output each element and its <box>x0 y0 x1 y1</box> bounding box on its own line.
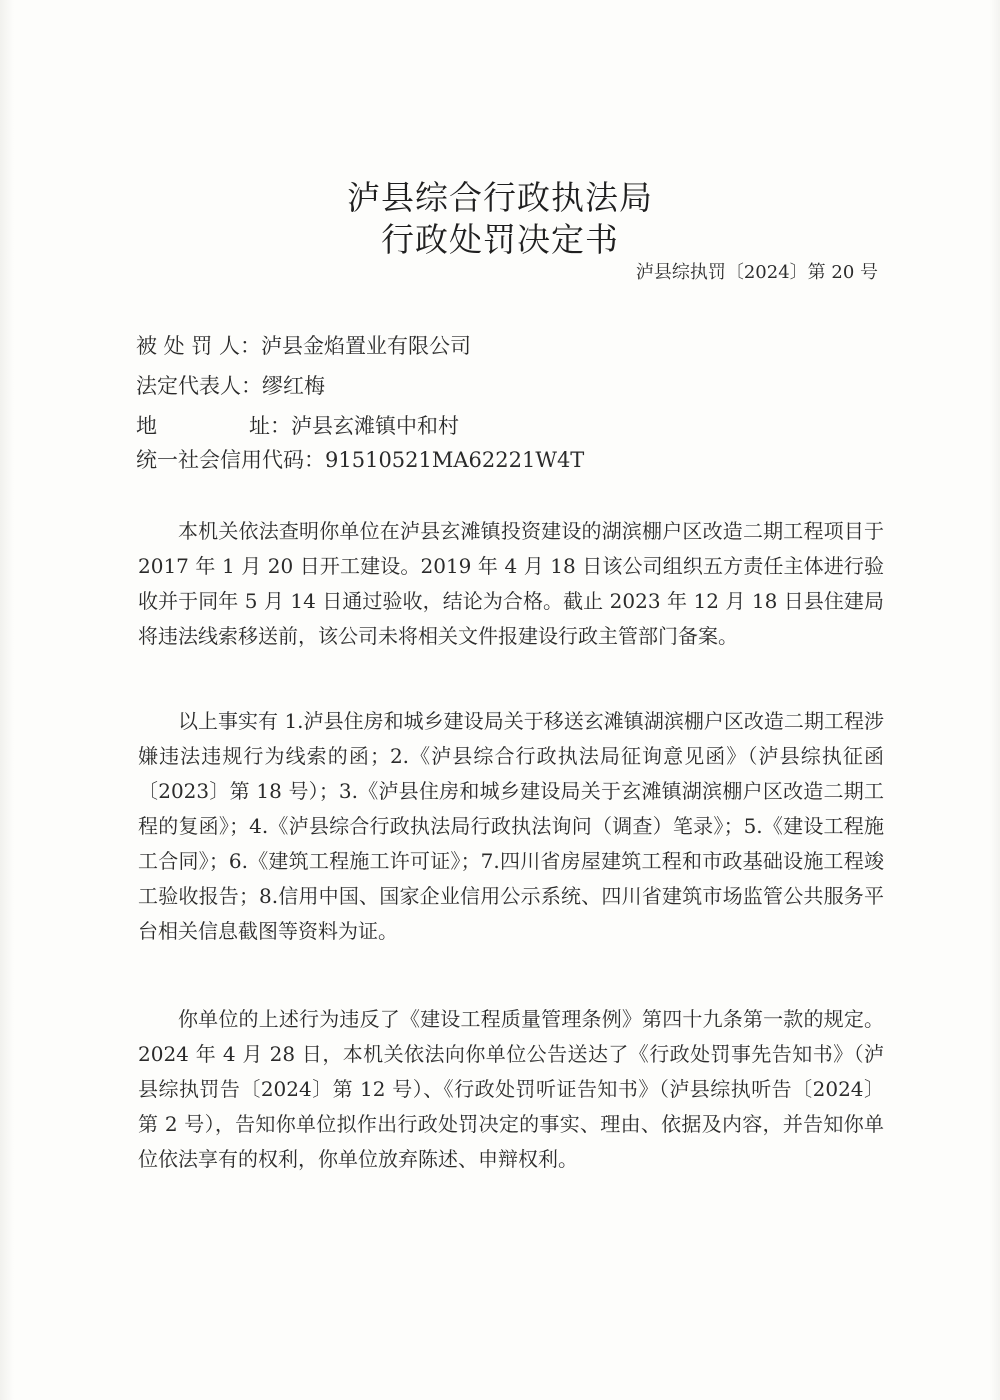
facts-text: 本机关依法查明你单位在泸县玄滩镇投资建设的湖滨棚户区改造二期工程项目于 2017 年 1 月 20 日开工建设。2019 年 4 月 18 日该公司组织五方责任主体进行验收并于同年 5 月 14 日通过验收，结论为合格。截止 2023 年 12 月 18 日县住建局将违法线索移送前，该公司未将相关文件报建设行政主管部门备案。 <box>138 519 884 648</box>
legal-rep-value: 缪红梅 <box>262 374 325 398</box>
agency-title: 泸县综合行政执法局 <box>347 178 653 217</box>
credit-code-label: 统一社会信用代码： <box>136 448 325 472</box>
address-label-char1: 地 <box>136 414 157 438</box>
penalized-party-label: 被 处 罚 人： <box>136 334 262 358</box>
document-title: 行政处罚决定书 <box>381 220 619 259</box>
address-value: 泸县玄滩镇中和村 <box>291 414 459 438</box>
credit-code-value: 91510521MA62221W4T <box>325 448 585 472</box>
evidence-paragraph <box>138 704 884 949</box>
legal-rep-label: 法定代表人： <box>136 374 262 398</box>
penalized-party-row <box>136 330 471 360</box>
evidence-text: 以上事实有 1.泸县住房和城乡建设局关于移送玄滩镇湖滨棚户区改造二期工程涉嫌违法违规行为线索的函；2.《泸县综合行政执法局征询意见函》（泸县综执征函〔2023〕第 18 号）；3.《泸县住房和城乡建设局关于玄滩镇湖滨棚户区改造二期工程的复函》；4.《泸县综合行政执法局行政执法询问（调查）笔录》；5.《建设工程施工合同》；6.《建筑工程施工许可证》；7.四川省房屋建筑工程和市政基础设施工程竣工验收报告；8.信用中国、国家企业信用公示系统、四川省建筑市场监管公共服务平台相关信息截图等资料为证。 <box>138 709 884 943</box>
credit-code-row <box>136 444 584 474</box>
document-number: 泸县综执罚〔2024〕第 20 号 <box>635 262 878 283</box>
facts-paragraph <box>138 514 884 654</box>
legal-rep-row <box>136 370 325 400</box>
address-label <box>136 414 291 438</box>
address-label-char2: 址： <box>249 414 291 438</box>
violation-paragraph <box>138 1002 884 1177</box>
address-row <box>136 410 459 440</box>
penalized-party-value: 泸县金焰置业有限公司 <box>261 334 472 358</box>
violation-text: 你单位的上述行为违反了《建设工程质量管理条例》第四十九条第一款的规定。2024 年 4 月 28 日，本机关依法向你单位公告送达了《行政处罚事先告知书》（泸县综执罚告〔2024〕第 12 号）、《行政处罚听证告知书》（泸县综执听告〔2024〕第 2 号），告知你单位拟作出行政处罚决定的事实、理由、依据及内容，并告知你单位依法享有的权利，你单位放弃陈述、申辩权利。 <box>138 1007 884 1171</box>
